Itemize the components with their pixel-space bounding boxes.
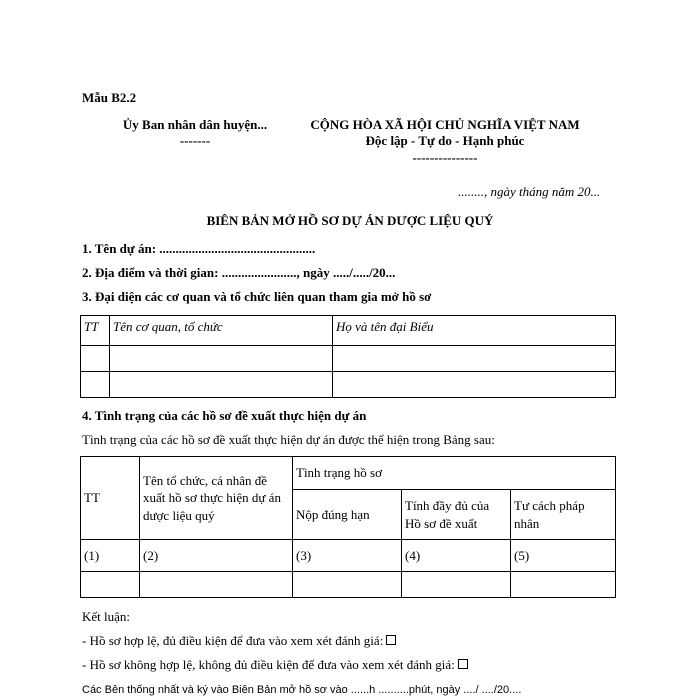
t2-header-org: Tên tổ chức, cá nhân đề xuất hồ sơ thực hiện dự án dược liệu quý: [140, 457, 293, 540]
conclusion-label: Kết luận:: [82, 609, 131, 624]
section-3: 3. Đại diện các cơ quan và tổ chức liên quan tham gia mở hồ sơ: [82, 289, 432, 304]
t2-num-4: (4): [402, 540, 511, 572]
conclusion-valid: [82, 633, 396, 649]
table-row: [81, 346, 616, 372]
table-row: [81, 372, 616, 398]
section-1: 1. Tên dự án: ................................................: [82, 241, 316, 256]
checkbox-valid[interactable]: [386, 635, 396, 645]
table-row: [81, 572, 616, 598]
t2-header-ontime: Nộp đúng hạn: [293, 490, 402, 540]
checkbox-invalid[interactable]: [458, 659, 468, 669]
section-2: 2. Địa điểm và thời gian: ......................., ngày ...../...../20...: [82, 265, 396, 280]
representatives-table: [80, 315, 616, 398]
t1-header-org: Tên cơ quan, tổ chức: [110, 316, 333, 346]
org-dash: -------: [179, 133, 211, 148]
t2-header-complete: Tính đầy đủ của Hồ sơ đề xuất: [402, 490, 511, 540]
org-name: Ủy Ban nhân dân huyện...: [122, 117, 268, 132]
t1-header-rep: Họ và tên đại Biểu: [333, 316, 616, 346]
section-4: 4. Tình trạng của các hồ sơ đề xuất thực hiện dự án: [82, 408, 367, 423]
t2-num-2: (2): [140, 540, 293, 572]
nation-dash: ---------------: [412, 150, 478, 165]
conclusion-valid-text: - Hồ sơ hợp lệ, đủ điều kiện để đưa vào xem xét đánh giá:: [82, 633, 384, 648]
date-line: ........, ngày tháng năm 20...: [458, 184, 601, 199]
nation-title: CỘNG HÒA XÃ HỘI CHỦ NGHĨA VIỆT NAM: [310, 117, 580, 132]
conclusion-invalid: [82, 657, 468, 673]
nation-motto: Độc lập - Tự do - Hạnh phúc: [365, 133, 525, 148]
t2-num-1: (1): [81, 540, 140, 572]
t1-header-tt: TT: [81, 316, 110, 346]
t2-header-legal: Tư cách pháp nhân: [511, 490, 616, 540]
conclusion-invalid-text: - Hồ sơ không hợp lệ, không đủ điều kiện để đưa vào xem xét đánh giá:: [82, 657, 455, 672]
t2-header-status: Tình trạng hồ sơ: [293, 457, 616, 490]
form-code: Mẫu B2.2: [82, 90, 137, 105]
t2-num-3: (3): [293, 540, 402, 572]
status-table: [80, 456, 616, 598]
t2-header-tt: TT: [81, 457, 140, 540]
footer-line: Các Bên thống nhất và ký vào Biên Bản mở hồ sơ vào ......h ..........phút, ngày ..../ ..../20....: [82, 684, 522, 696]
section-4-intro: Tình trạng của các hồ sơ đề xuất thực hiện dự án được thể hiện trong Bảng sau:: [82, 432, 495, 447]
doc-title: BIÊN BẢN MỞ HỒ SƠ DỰ ÁN DƯỢC LIỆU QUÝ: [206, 213, 494, 228]
table-row: [81, 540, 616, 572]
t2-num-5: (5): [511, 540, 616, 572]
